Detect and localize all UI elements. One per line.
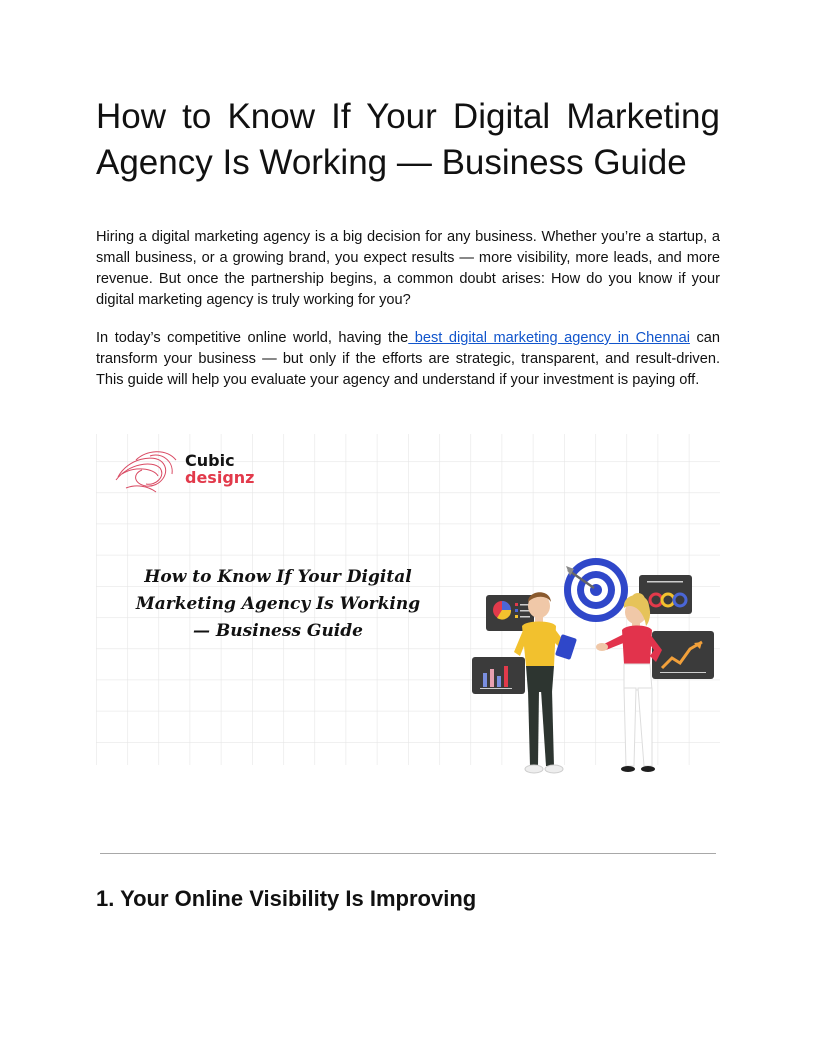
- context-paragraph: [96, 328, 720, 391]
- banner-headline: [118, 564, 438, 645]
- brand-name-line1: Cubic: [185, 451, 235, 470]
- banner-headline-line: Marketing Agency Is Working: [135, 594, 421, 614]
- agency-link[interactable]: best digital marketing agency in Chennai: [408, 330, 690, 346]
- bar-chart-card-icon: [472, 657, 525, 694]
- page-title: How to Know If Your Digital Marketing Agency Is Working — Business Guide: [96, 97, 720, 182]
- banner-headline-line: — Business Guide: [193, 621, 363, 641]
- brand-wordmark: [185, 452, 254, 486]
- context-text-end: can transform your business — but only if the efforts are strategic, transparent, and result-driven. This guide will help you evaluate your agency and understand if your investment is paying off.: [96, 330, 720, 388]
- brand-name-line2: designz: [185, 468, 255, 487]
- article-banner-image: [96, 430, 720, 782]
- horizontal-divider: [100, 853, 716, 854]
- section-heading: 1. Your Online Visibility Is Improving: [96, 886, 477, 911]
- target-bullseye-icon: [564, 558, 628, 622]
- banner-headline-line: How to Know If Your Digital: [144, 567, 412, 587]
- intro-paragraph: Hiring a digital marketing agency is a big decision for any business. Whether you’re a startup, a small business, or a growing brand, you expect results — more visibility, more leads, and more revenue. But once the partnership begins, a common doubt arises: How do you know if your digital marketing agency is truly working for you?: [96, 229, 720, 308]
- trend-chart-card-icon: [652, 631, 714, 679]
- context-text-start: In today’s competitive online world, having the: [96, 330, 409, 346]
